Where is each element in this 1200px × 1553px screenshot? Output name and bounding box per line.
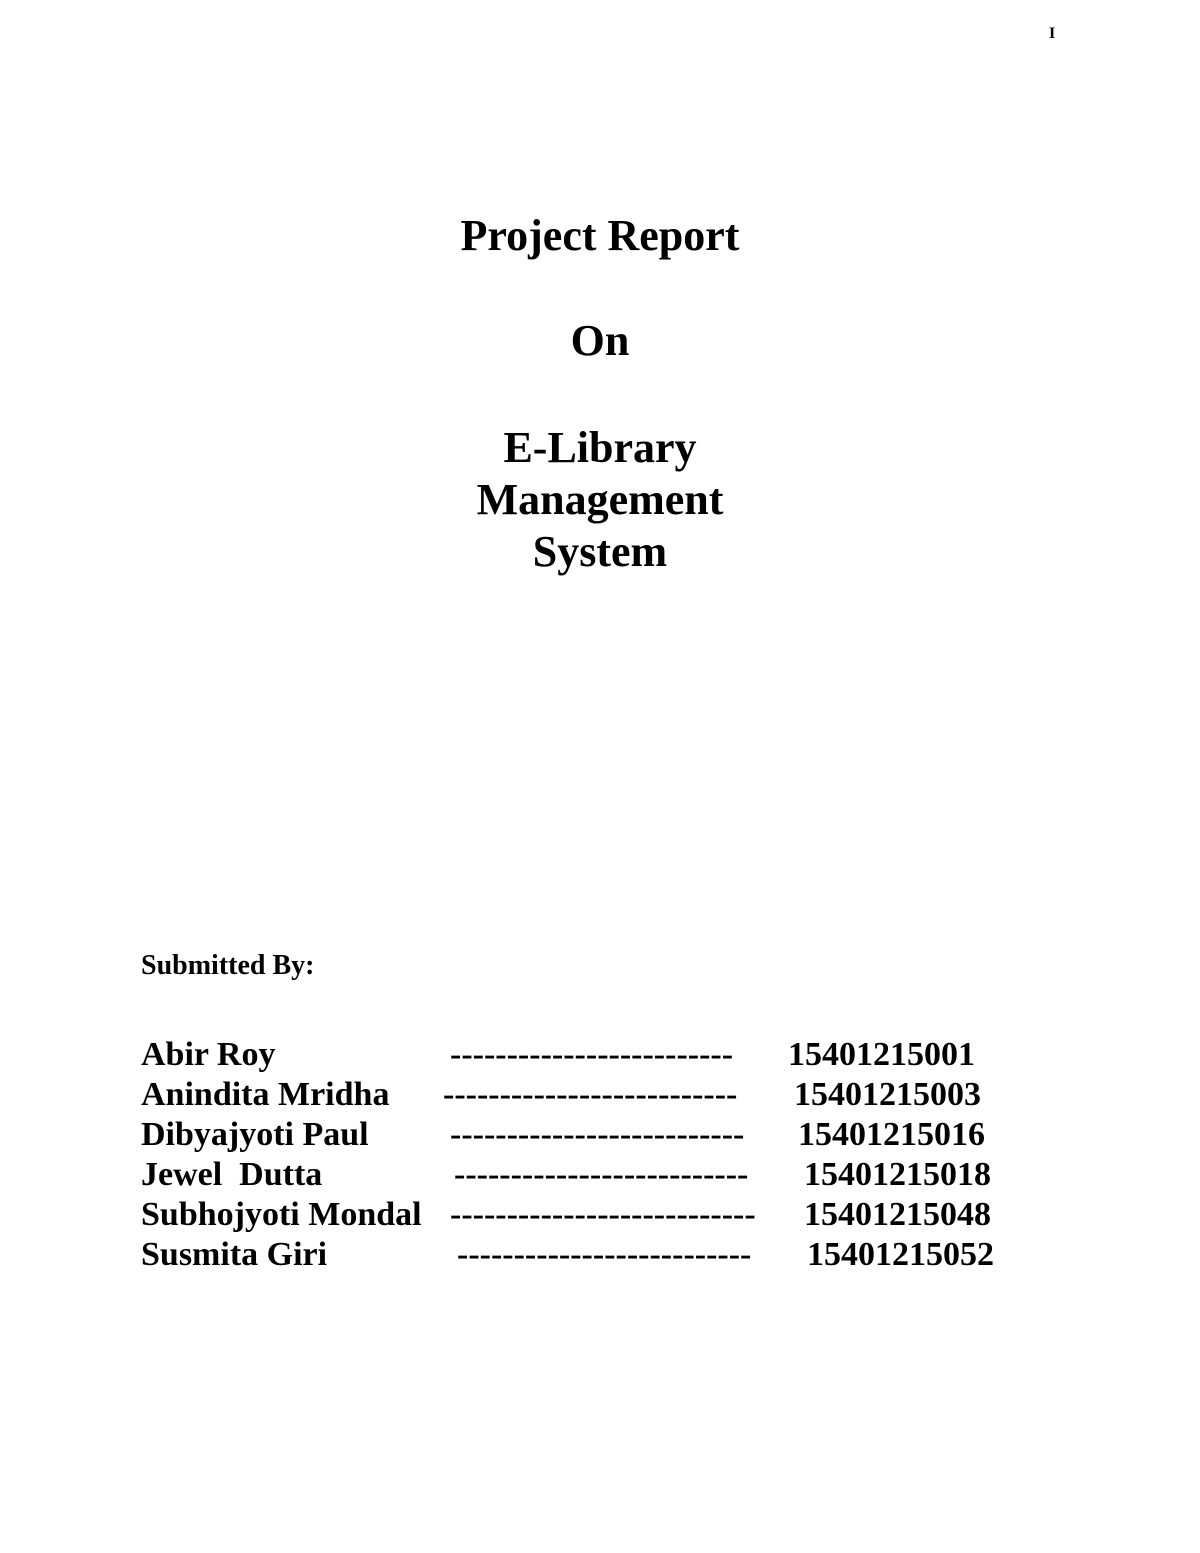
title-line-system: System bbox=[532, 527, 668, 576]
member-dashes: -------------------------- bbox=[443, 1076, 738, 1113]
member-name: Dibyajyoti Paul bbox=[141, 1116, 369, 1153]
member-id: 15401215003 bbox=[794, 1076, 981, 1113]
member-name: Jewel Dutta bbox=[141, 1156, 323, 1193]
member-id: 15401215016 bbox=[798, 1116, 985, 1153]
member-id: 15401215018 bbox=[804, 1156, 991, 1193]
member-id: 15401215001 bbox=[788, 1036, 975, 1073]
member-id: 15401215052 bbox=[807, 1236, 994, 1273]
title-line-project-report: Project Report bbox=[460, 211, 740, 260]
member-id: 15401215048 bbox=[804, 1196, 991, 1233]
page-number: I bbox=[1049, 25, 1056, 42]
member-dashes: --------------------------- bbox=[450, 1196, 756, 1233]
title-line-on: On bbox=[570, 316, 630, 365]
member-name: Susmita Giri bbox=[141, 1236, 328, 1273]
member-dashes: -------------------------- bbox=[450, 1116, 745, 1153]
member-name: Abir Roy bbox=[141, 1036, 276, 1073]
title-line-e-library: E-Library bbox=[503, 423, 697, 472]
member-row bbox=[0, 1038, 1200, 1078]
member-name: Subhojyoti Mondal bbox=[141, 1196, 422, 1233]
member-row bbox=[0, 1198, 1200, 1238]
submitted-by-label: Submitted By: bbox=[141, 950, 315, 981]
title-line-management: Management bbox=[476, 475, 724, 524]
member-dashes: -------------------------- bbox=[457, 1236, 752, 1273]
member-name: Anindita Mridha bbox=[141, 1076, 390, 1113]
member-dashes: -------------------------- bbox=[454, 1156, 749, 1193]
member-dashes: ------------------------- bbox=[450, 1036, 734, 1073]
member-row bbox=[0, 1118, 1200, 1158]
member-row bbox=[0, 1078, 1200, 1118]
member-row bbox=[0, 1158, 1200, 1198]
member-row bbox=[0, 1238, 1200, 1278]
